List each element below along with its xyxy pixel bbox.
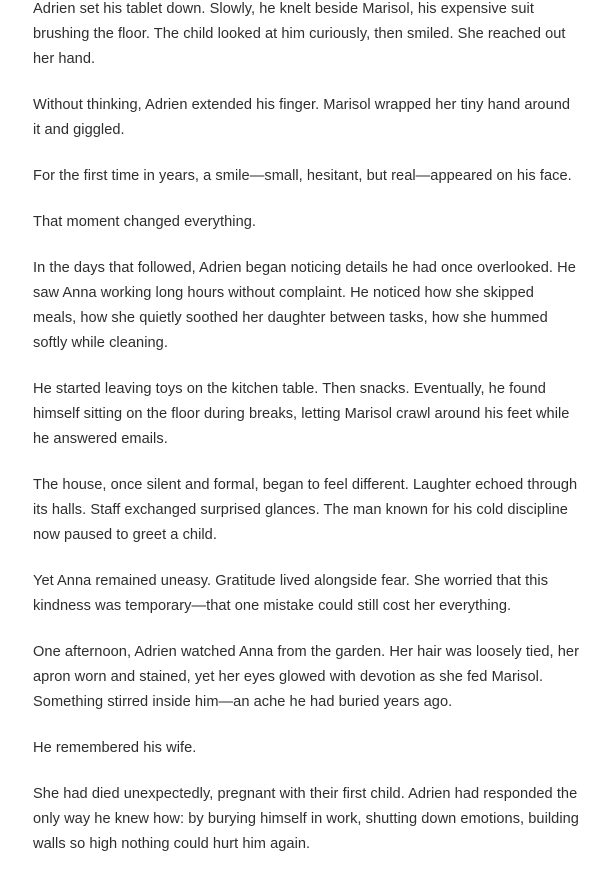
paragraph: In the days that followed, Adrien began noticing details he had once overlooked. He saw Anna working long hours without complaint. He noticed how she skipped meals, how she quietly soothed her daughter between tasks, how she hummed softly while cleaning.: [33, 260, 576, 351]
paragraph: The house, once silent and formal, began to feel different. Laughter echoed through its halls. Staff exchanged surprised glances. The man known for his cold discipline now paused to greet a child.: [33, 477, 578, 543]
paragraph: For the first time in years, a smile—small, hesitant, but real—appeared on his face.: [33, 168, 572, 184]
paragraph: That moment changed everything.: [33, 214, 257, 230]
paragraph: Adrien set his tablet down. Slowly, he knelt beside Marisol, his expensive suit brushing the floor. The child looked at him curiously, then smiled. She reached out her hand.: [33, 1, 566, 67]
paragraph: He remembered his wife.: [33, 740, 197, 756]
paragraph: She had died unexpectedly, pregnant with their first child. Adrien had responded the only way he knew how: by burying himself in work, shutting down emotions, building walls so high nothing could hurt him again.: [33, 786, 579, 852]
paragraph: Without thinking, Adrien extended his finger. Marisol wrapped her tiny hand around it and giggled.: [33, 97, 571, 138]
paragraph: He started leaving toys on the kitchen table. Then snacks. Eventually, he found himself sitting on the floor during breaks, letting Marisol crawl around his feet while he answered emails.: [33, 381, 570, 447]
paragraph: One afternoon, Adrien watched Anna from the garden. Her hair was loosely tied, her apron worn and stained, yet her eyes glowed with devotion as she fed Marisol. Something stirred inside him—an ache he had buried years ago.: [33, 644, 580, 710]
paragraph: Yet Anna remained uneasy. Gratitude lived alongside fear. She worried that this kindness was temporary—that one mistake could still cost her everything.: [33, 573, 549, 614]
article-body: [33, 0, 581, 878]
